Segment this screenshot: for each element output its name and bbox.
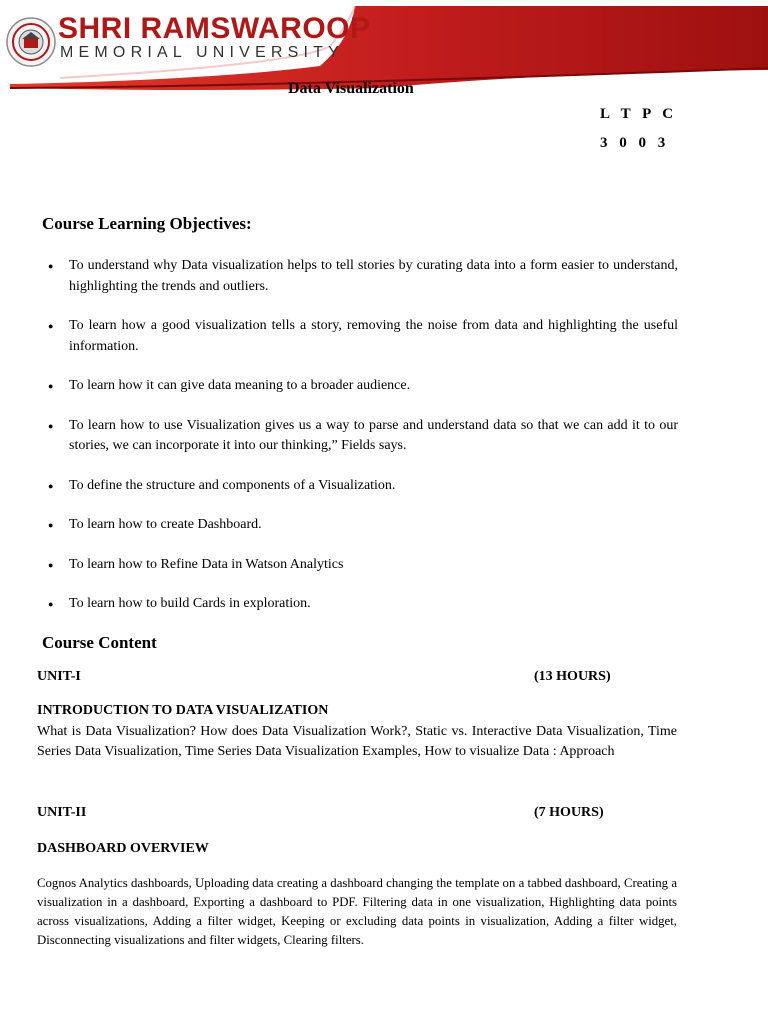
objective-item: ● To learn how to build Cards in exploration. (48, 594, 678, 615)
university-name-line1: SHRI RAMSWAROOP (58, 12, 371, 45)
course-title: Data Visualization (288, 80, 414, 97)
unit-description: Cognos Analytics dashboards, Uploading data creating a dashboard changing the template on a tabbed dashboard, Creating a visualization in a dashboard, Exporting a dashboard to PDF. Filtering data in one visualization, Highlighting data points across visualizations, Adding a filter widget, Keeping or excluding data points in visualization, Adding a filter widget, Disconnecting visualizations and filter widgets, Clearing filters. (37, 876, 677, 947)
objective-item: ● To understand why Data visualization helps to tell stories by curating data into a form easier to understand, highlighting the trends and outliers. (48, 256, 678, 297)
unit-title: INTRODUCTION TO DATA VISUALIZATION (37, 703, 329, 718)
objective-item: ● To learn how it can give data meaning to a broader audience. (48, 376, 678, 397)
unit-description: What is Data Visualization? How does Data Visualization Work?, Static vs. Interactive Data Visualization, Time Series Data Visualization, Time Series Data Visualization Examples, How to visualize Data : Approach (37, 724, 677, 759)
objective-item: ● To learn how to create Dashboard. (48, 515, 678, 536)
unit-hours: (13 HOURS) (534, 669, 611, 684)
unit-label: UNIT-I (37, 669, 81, 684)
university-name-line2: MEMORIAL UNIVERSITY (60, 44, 345, 61)
ltpc-labels: L T P C (600, 106, 674, 122)
objectives-list (48, 256, 678, 615)
university-seal-icon (6, 17, 56, 67)
course-content-heading: Course Content (42, 633, 157, 652)
unit-row (37, 669, 677, 685)
objective-item: ● To define the structure and components of a Visualization. (48, 476, 678, 497)
unit-row (37, 805, 677, 821)
objective-item: ● To learn how to Refine Data in Watson Analytics (48, 555, 678, 576)
objective-item: ● To learn how to use Visualization gives us a way to parse and understand data so that we can add it to our stories, we can incorporate it into our thinking,” Fields says. (48, 416, 678, 457)
unit-label: UNIT-II (37, 805, 87, 820)
objectives-heading: Course Learning Objectives: (42, 214, 252, 233)
objective-item: ● To learn how a good visualization tells a story, removing the noise from data and highlighting the useful information. (48, 316, 678, 357)
unit-title: DASHBOARD OVERVIEW (37, 841, 209, 856)
unit-hours: (7 HOURS) (534, 805, 604, 820)
ltpc-values: 3 0 0 3 (600, 135, 666, 151)
